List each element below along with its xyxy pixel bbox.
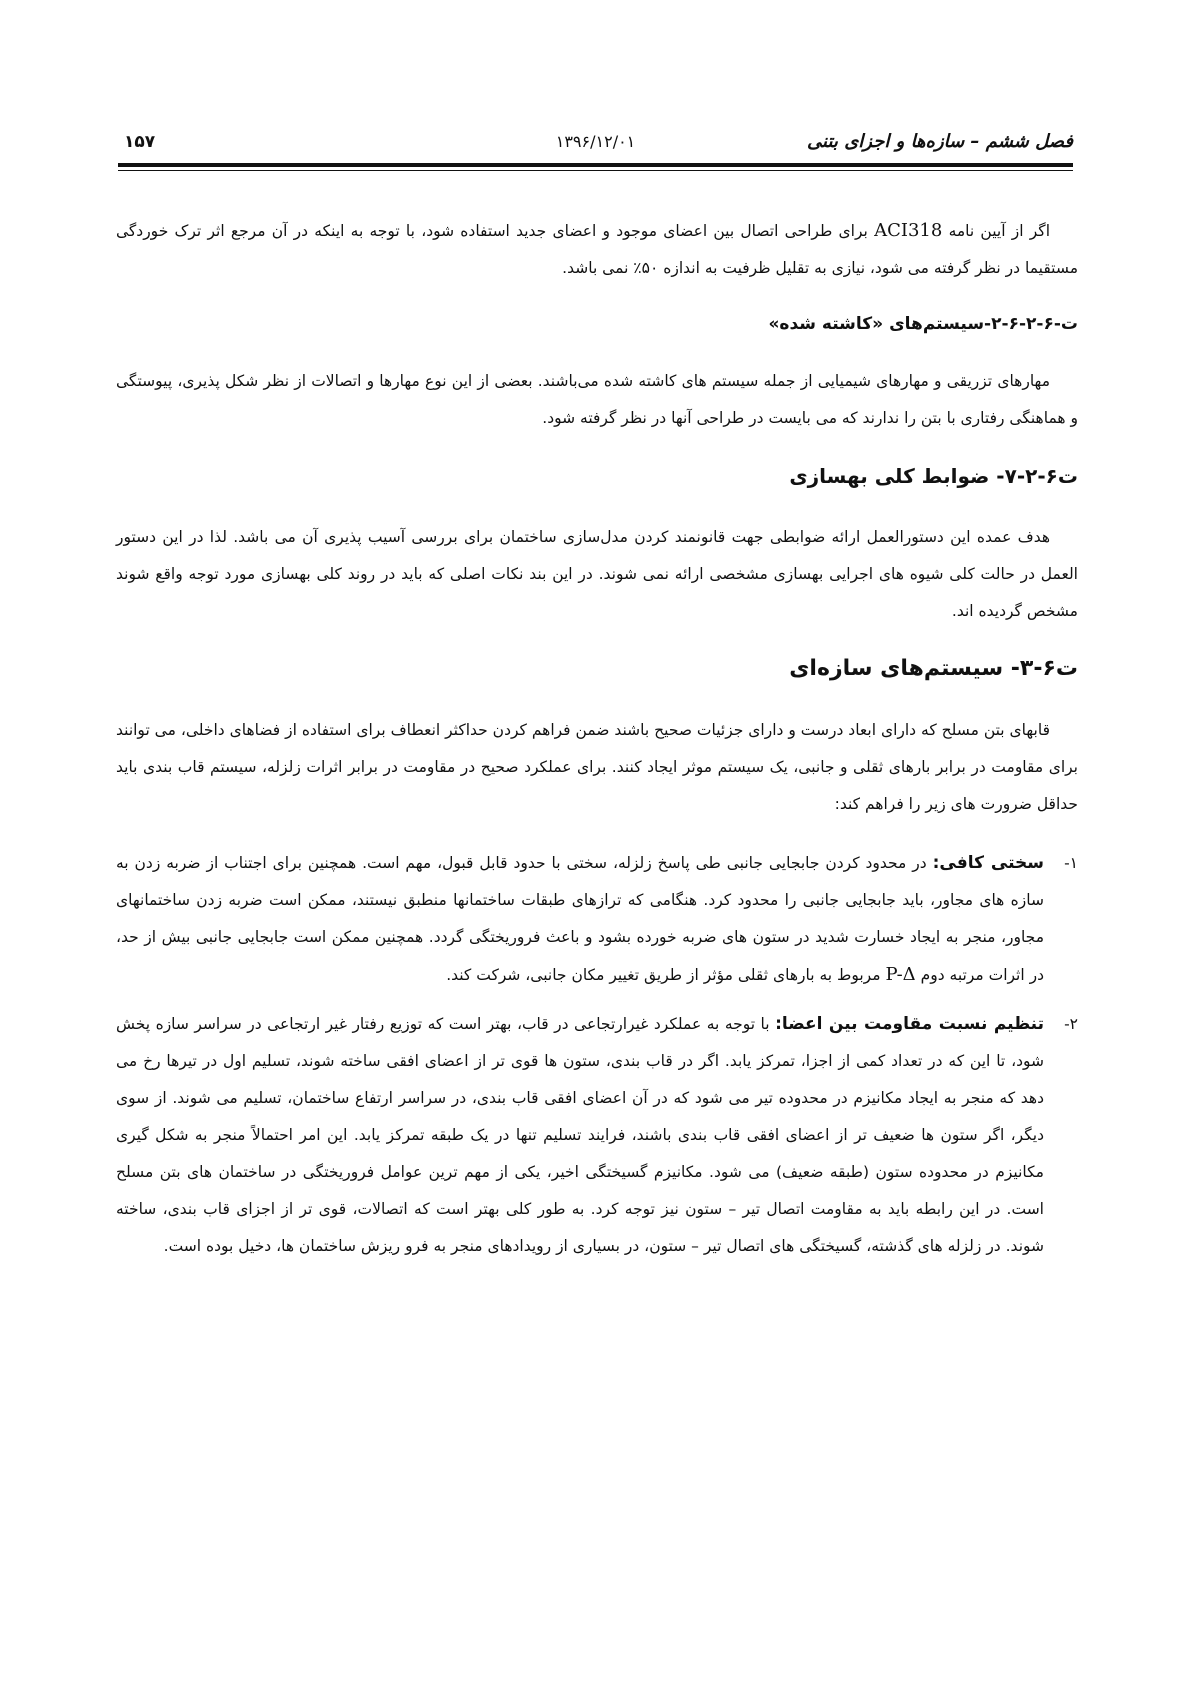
list-item-text: با توجه به عملکرد غیرارتجاعی در قاب، بهتر است که توزیع رفتار غیر ارتجاعی در سراسر سازه پخش شود، تا این که در تعداد کمی از اجزا، تمرکز یابد. اگر در قاب بندی، ستون ها قوی تر از اعضای افقی ساخته شوند، تسلیم اول در تیرها رخ می دهد که منجر به ایجاد مکانیزم در محدوده تیر می شود که در آن اعضای افقی قاب بندی، در سراسر ارتفاع ساختمان، تسلیم می شوند. از سوی دیگر، اگر ستون ها ضعیف تر از اعضای افقی قاب بندی باشند، فرایند تسلیم تنها در یک طبقه تمرکز یابد. این امر احتمالاً منجر به شکل گیری مکانیزم در محدوده ستون (طبقه ضعیف) می شود. مکانیزم گسیختگی اخیر، یکی از مهم ترین عوامل فروریختگی در ساختمان های بتن مسلح است. در این رابطه باید به مقاومت اتصال تیر – ستون نیز توجه کرد. به طور کلی بهتر است که اتصالات، قوی تر از اجزای قاب بندی، ساخته شوند. در زلزله های گذشته، گسیختگی های اتصال تیر – ستون، در بسیاری از رویدادهای منجر به فرو ریزش ساختمان ها، دخیل بوده است.	[116, 1015, 1044, 1255]
list-item-term: تنظیم نسبت مقاومت بین اعضا:	[775, 1014, 1045, 1034]
list-item-term: سختی کافی:	[932, 853, 1044, 873]
page-number: ۱۵۷	[124, 132, 156, 152]
list-item	[116, 1006, 1078, 1265]
header-rule-thick	[118, 163, 1073, 167]
code-reference: ACI318	[874, 220, 943, 241]
paragraph-aci318	[116, 212, 1078, 287]
chapter-title: فصل ششم – سازه‌ها و اجزای بتنی	[807, 131, 1073, 152]
list-item-text: در محدود کردن جابجایی جانبی طی پاسخ زلزله، سختی با حدود قابل قبول، مهم است. همچنین برای اجتناب از ضربه زدن به سازه های مجاور، باید جابجایی جانبی را محدود کرد. هنگامی که ترازهای طبقات ساختمانها منطبق نیستند، ممکن است ضربه زدن ساختمانهای مجاور، منجر به ایجاد خسارت شدید در ستون های ضربه خورده بشود و باعث فروریختگی گردد. همچنین ممکن است جابجایی جانبی بیش از حد، در اثرات مرتبه دوم	[116, 854, 1044, 984]
section-heading-embedded-systems: ت-۶-۲-۶-۲-سیستم‌های «کاشته شده»	[768, 314, 1078, 334]
paragraph-text: اگر از آیین نامه	[948, 222, 1050, 240]
section-heading-structural-systems: ت۶-۳- سیستم‌های سازه‌ای	[789, 656, 1078, 681]
requirements-list	[116, 845, 1078, 1265]
paragraph-retrofit: هدف عمده این دستورالعمل ارائه ضوابطی جهت قانونمند کردن مدل‌سازی ساختمان برای بررسی آسیب پذیری آن می باشد. لذا در این دستور العمل در حالت کلی شیوه های اجرایی بهسازی مشخصی ارائه نمی شوند. در این بند نکات اصلی که باید در روند کلی بهسازی مورد توجه واقع شوند مشخص گردیده اند.	[116, 528, 1078, 620]
list-item-text: مربوط به بارهای ثقلی مؤثر از طریق تغییر مکان جانبی، شرکت کند.	[446, 966, 881, 984]
paragraph-text: برای طراحی اتصال بین اعضای موجود و اعضای جدید استفاده شود، با توجه به اینکه در آن مرجع اثر ترک خوردگی مستقیما در نظر گرفته می شود، نیازی به تقلیل ظرفیت به اندازه ۵۰٪ نمی باشد.	[116, 222, 1078, 277]
list-item-number: ۱-	[1064, 854, 1078, 872]
header-date: ۱۳۹۶/۱۲/۰۱	[555, 132, 636, 151]
running-header	[118, 128, 1073, 158]
body-text	[116, 212, 1078, 1277]
section-heading-retrofit-criteria: ت۶-۲-۷- ضوابط کلی بهسازی	[789, 464, 1078, 488]
list-item-number: ۲-	[1064, 1015, 1078, 1033]
list-item	[116, 845, 1078, 994]
header-rule-thin	[118, 170, 1073, 171]
paragraph-rc-frames: قابهای بتن مسلح که دارای ابعاد درست و دارای جزئیات صحیح باشند ضمن فراهم کردن حداکثر انعطاف برای استفاده از فضاهای داخلی، می توانند برای مقاومت در برابر بارهای ثقلی و جانبی، یک سیستم موثر ایجاد کنند. برای عملکرد صحیح در مقاومت در برابر اثرات زلزله، سیستم قاب بندی باید حداقل ضرورت های زیر را فراهم کند:	[116, 721, 1078, 813]
p-delta-symbol: P-Δ	[885, 964, 916, 985]
paragraph-anchors: مهارهای تزریقی و مهارهای شیمیایی از جمله سیستم های کاشته شده می‌باشند. بعضی از این نوع مهارها و اتصالات از نظر شکل پذیری، پیوستگی و هماهنگی رفتاری با بتن را ندارند که می بایست در طراحی آنها در نظر گرفته شود.	[116, 372, 1078, 427]
